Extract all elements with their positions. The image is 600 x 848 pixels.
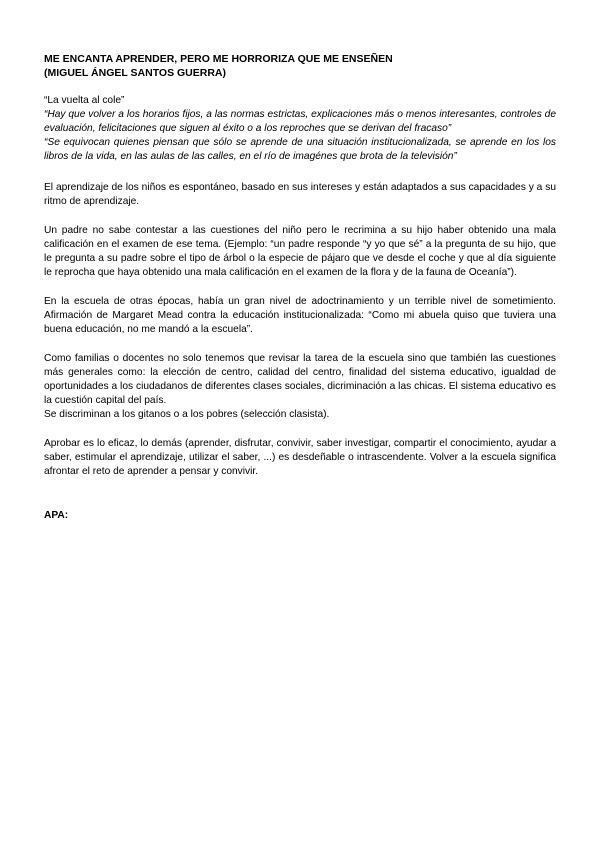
paragraph-parent: Un padre no sabe contestar a las cuestiones del niño pero le recrimina a su hijo haber obtenido una mala calificación en el examen de ese tema. (Ejemplo: “un padre responde “y yo que sé” a la pregunta de su hijo, que le pregunta a su padre sobre el tipo de árbol o la especie de pájaro que ve desde el coche y que al día siguiente le reprocha que haya obtenido una mala calificación en el examen de la flora y de la fauna de Oceanía”).: [44, 225, 556, 278]
paragraph-approve: Aprobar es lo eficaz, lo demás (aprender, disfrutar, convivir, saber investigar, compartir el conocimiento, ayudar a saber, estimular el aprendizaje, utilizar el saber, ...) es desdeñable o intrascendente. Volver a la escuela significa afrontar el reto de aprender a pensar y convivir.: [44, 438, 556, 477]
quote-block: [44, 94, 556, 164]
paragraph-old-school: En la escuela de otras épocas, había un gran nivel de adoctrinamiento y un terrible nivel de sometimiento. Afirmación de Margaret Mead contra la educación institucionalizada: “Como mi abuela quiso que tuviera una buena educación, no me mandó a la escuela”.: [44, 296, 556, 335]
quote-first: “Hay que volver a los horarios fijos, a las normas estrictas, explicaciones más o menos interesantes, controles de evaluación, felicitaciones que siguen al éxito o a los reproches que se derivan del fracaso”: [44, 109, 556, 134]
paragraph-families: Como familias o docentes no solo tenemos que revisar la tarea de la escuela sino que también las cuestiones más generales como: la elección de centro, calidad del centro, finalidad del sistema educativo, igualdad de oportunidades a los ciudadanos de diferentes clases sociales, dicriminación a las chicas. El sistema educativo es la cuestión capital del país.: [44, 353, 556, 406]
apa-label: APA:: [44, 510, 69, 521]
document-author: (MIGUEL ÁNGEL SANTOS GUERRA): [44, 67, 227, 79]
document-page: [44, 52, 556, 533]
paragraph-learning: El aprendizaje de los niños es espontáneo, basado en sus intereses y están adaptados a sus capacidades y a su ritmo de aprendizaje.: [44, 182, 556, 207]
intro-line: “La vuelta al cole”: [44, 95, 125, 106]
quote-second: “Se equivocan quienes piensan que sólo se aprende de una situación institucionalizada, se aprende en los los libros de la vida, en las aulas de las calles, en el río de imagénes que brota de la televisión”: [44, 137, 556, 162]
document-title: ME ENCANTA APRENDER, PERO ME HORRORIZA QUE ME ENSEÑEN: [44, 53, 393, 65]
paragraph-discrimination: Se discriminan a los gitanos o a los pobres (selección clasista).: [44, 409, 330, 420]
